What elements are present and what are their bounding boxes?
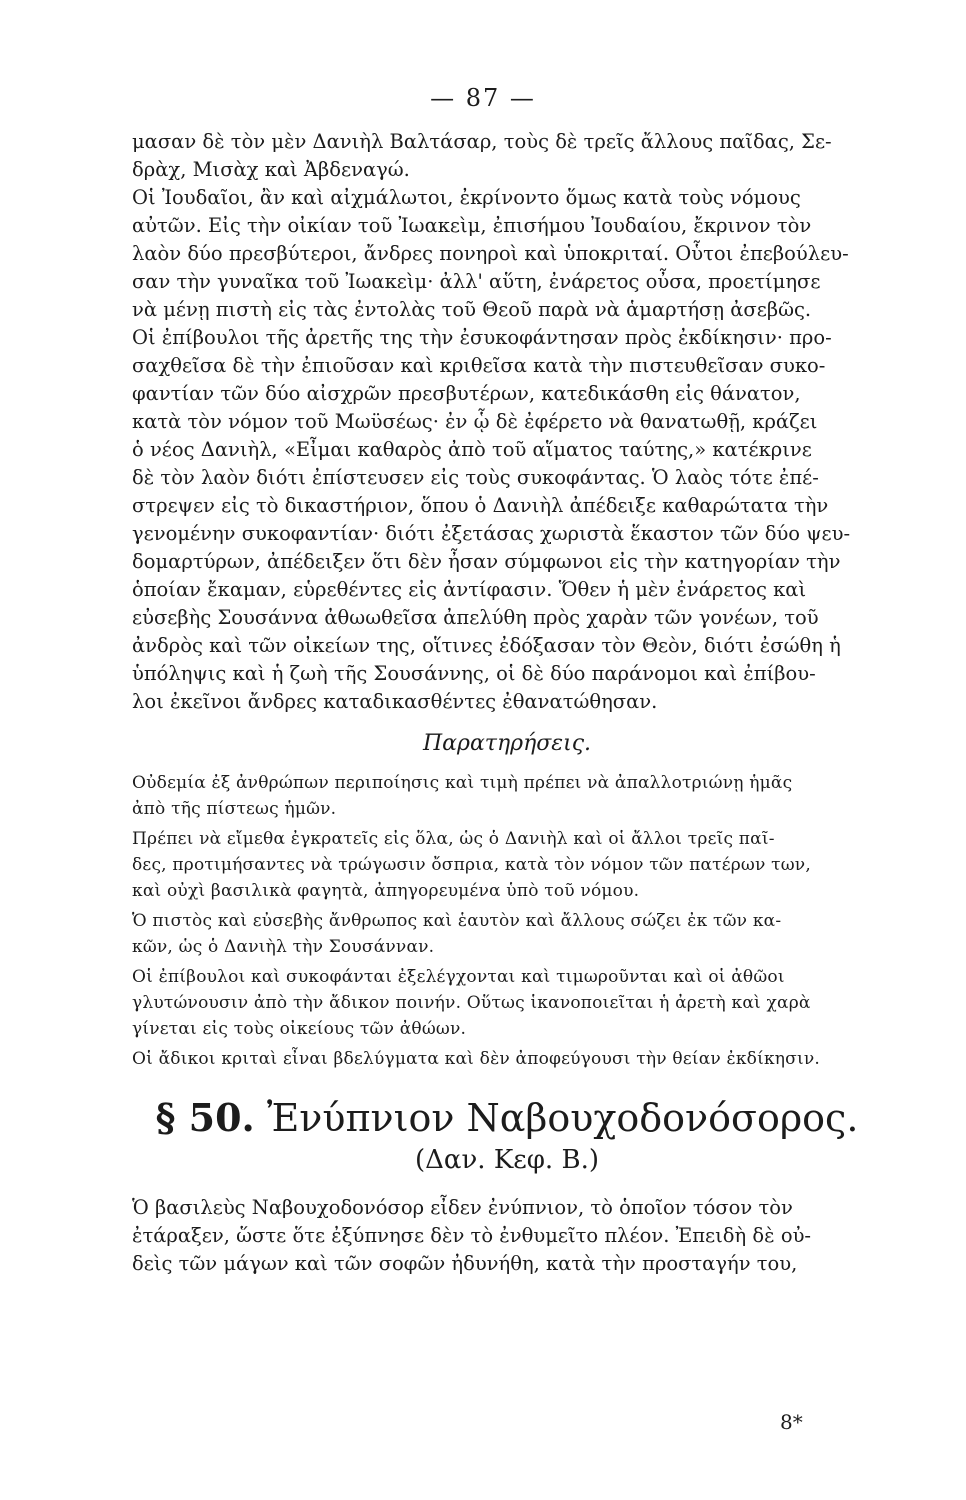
text-line: εὐσεβὴς Σουσάννα ἀθωωθεῖσα ἀπελύθη πρὸς χαρὰν τῶν γονέων, τοῦ: [132, 606, 819, 629]
printer-signature-mark: 8*: [780, 1410, 803, 1434]
paragraph-continuation: [132, 128, 882, 184]
text-line: μασαν δὲ τὸν μὲν Δανιὴλ Βαλτάσαρ, τοὺς δὲ τρεῖς ἄλλους παῖδας, Σε-: [132, 130, 832, 153]
section-heading: [132, 1094, 882, 1142]
text-line: κατὰ τὸν νόμον τοῦ Μωϋσέως· ἐν ᾧ δὲ ἐφέρετο νὰ θανατωθῇ, κράζει: [132, 410, 818, 433]
text-line: Οἱ ἐπίβουλοι καὶ συκοφάνται ἐξελέγχονται καὶ τιμωροῦνται καὶ οἱ ἀθῶοι: [132, 967, 785, 987]
text-line: καὶ οὐχὶ βασιλικὰ φαγητὰ, ἀπηγορευμένα ὑπὸ τοῦ νόμου.: [132, 881, 640, 901]
observations-title: Παρατηρήσεις.: [422, 731, 592, 756]
section-reference: (Δαν. Κεφ. Β.): [415, 1145, 599, 1175]
text-line: λαὸν δύο πρεσβύτεροι, ἄνδρες πονηροὶ καὶ ὑποκριταί. Οὗτοι ἐπεβούλευ-: [132, 242, 849, 265]
text-line: λοι ἐκεῖνοι ἄνδρες καταδικασθέντες ἐθανατώθησαν.: [132, 690, 658, 713]
text-line: γίνεται εἰς τοὺς οἰκείους τῶν ἀθώων.: [132, 1019, 467, 1039]
page-body: [132, 128, 882, 1278]
text-line: δρὰχ, Μισὰχ καὶ Ἀβδεναγώ.: [132, 158, 410, 181]
text-line: γενομένην συκοφαντίαν· διότι ἐξετάσας χωριστὰ ἕκαστον τῶν δύο ψευ-: [132, 522, 851, 545]
section-number: § 50.: [155, 1095, 255, 1140]
text-line: σαν τὴν γυναῖκα τοῦ Ἰωακεὶμ· ἀλλ' αὕτη, ἐνάρετος οὖσα, προετίμησε: [132, 270, 821, 293]
text-line: αὐτῶν. Εἰς τὴν οἰκίαν τοῦ Ἰωακεὶμ, ἐπισήμου Ἰουδαίου, ἔκρινον τὸν: [132, 214, 812, 237]
text-line: Πρέπει νὰ εἴμεθα ἐγκρατεῖς εἰς ὅλα, ὡς ὁ Δανιὴλ καὶ οἱ ἄλλοι τρεῖς παῖ-: [132, 829, 775, 849]
text-line: Οὐδεμία ἐξ ἀνθρώπων περιποίησις καὶ τιμὴ πρέπει νὰ ἀπαλλοτριώνῃ ἡμᾶς: [132, 773, 793, 793]
text-line: Ὁ βασιλεὺς Ναβουχοδονόσορ εἶδεν ἐνύπνιον, τὸ ὁποῖον τόσον τὸν: [132, 1196, 793, 1219]
text-line: ἀπὸ τῆς πίστεως ἡμῶν.: [132, 799, 337, 819]
text-line: Οἱ ἄδικοι κριταὶ εἶναι βδελύγματα καὶ δὲν ἀποφεύγουσι τὴν θείαν ἐκδίκησιν.: [132, 1049, 820, 1069]
observation-item: [132, 1046, 882, 1072]
text-line: ὑπόληψις καὶ ἡ ζωὴ τῆς Σουσάννης, οἱ δὲ δύο παράνομοι καὶ ἐπίβου-: [132, 662, 816, 685]
text-line: δες, προτιμήσαντες νὰ τρώγωσιν ὄσπρια, κατὰ τὸν νόμον τῶν πατέρων των,: [132, 855, 811, 875]
text-line: δὲ τὸν λαὸν διότι ἐπίστευσεν εἰς τοὺς συκοφάντας. Ὁ λαὸς τότε ἐπέ-: [132, 466, 819, 489]
text-line: φαντίαν τῶν δύο αἰσχρῶν πρεσβυτέρων, κατεδικάσθη εἰς θάνατον,: [132, 382, 801, 405]
text-line: ὁποίαν ἔκαμαν, εὑρεθέντες εἰς ἀντίφασιν. Ὅθεν ἡ μὲν ἐνάρετος καὶ: [132, 578, 807, 601]
observations: [132, 770, 882, 1072]
paragraph-susanna: [132, 184, 882, 716]
text-line: ἐτάραξεν, ὥστε ὅτε ἐξύπνησε δὲν τὸ ἐνθυμεῖτο πλέον. Ἐπειδὴ δὲ οὐ-: [132, 1224, 812, 1247]
observation-item: [132, 908, 882, 960]
text-line: δομαρτύρων, ἀπέδειξεν ὅτι δὲν ἦσαν σύμφωνοι εἰς τὴν κατηγορίαν τὴν: [132, 550, 841, 573]
section-title: Ἐνύπνιον Ναβουχοδονόσορος.: [266, 1096, 859, 1140]
observation-item: [132, 826, 882, 904]
text-line: σαχθεῖσα δὲ τὴν ἐπιοῦσαν καὶ κριθεῖσα κατὰ τὴν πιστευθεῖσαν συκο-: [132, 354, 826, 377]
page-number: — 87 —: [430, 84, 536, 112]
observation-item: [132, 770, 882, 822]
text-line: ἀνδρὸς καὶ τῶν οἰκείων της, οἵτινες ἐδόξασαν τὸν Θεὸν, διότι ἐσώθη ἡ: [132, 634, 841, 657]
section-paragraph: [132, 1194, 882, 1278]
text-line: Ὁ πιστὸς καὶ εὐσεβὴς ἄνθρωπος καὶ ἑαυτὸν καὶ ἄλλους σώζει ἐκ τῶν κα-: [132, 911, 782, 931]
text-line: δεὶς τῶν μάγων καὶ τῶν σοφῶν ἠδυνήθη, κατὰ τὴν προσταγήν του,: [132, 1252, 798, 1275]
text-line: Οἱ ἐπίβουλοι τῆς ἀρετῆς της τὴν ἐσυκοφάντησαν πρὸς ἐκδίκησιν· προ-: [132, 326, 832, 349]
text-line: ὁ νέος Δανιὴλ, «Εἶμαι καθαρὸς ἀπὸ τοῦ αἵματος ταύτης,» κατέκρινε: [132, 438, 812, 461]
text-line: γλυτώνουσιν ἀπὸ τὴν ἄδικον ποινήν. Οὕτως ἱκανοποιεῖται ἡ ἀρετὴ καὶ χαρὰ: [132, 993, 811, 1013]
text-line: Οἱ Ἰουδαῖοι, ἂν καὶ αἰχμάλωτοι, ἐκρίνοντο ὅμως κατὰ τοὺς νόμους: [132, 186, 801, 209]
observation-item: [132, 964, 882, 1042]
text-line: κῶν, ὡς ὁ Δανιὴλ τὴν Σουσάνναν.: [132, 937, 435, 957]
text-line: στρεψεν εἰς τὸ δικαστήριον, ὅπου ὁ Δανιὴλ ἀπέδειξε καθαρώτατα τὴν: [132, 494, 829, 517]
text-line: νὰ μένῃ πιστὴ εἰς τὰς ἐντολὰς τοῦ Θεοῦ παρὰ νὰ ἁμαρτήσῃ ἀσεβῶς.: [132, 298, 812, 321]
